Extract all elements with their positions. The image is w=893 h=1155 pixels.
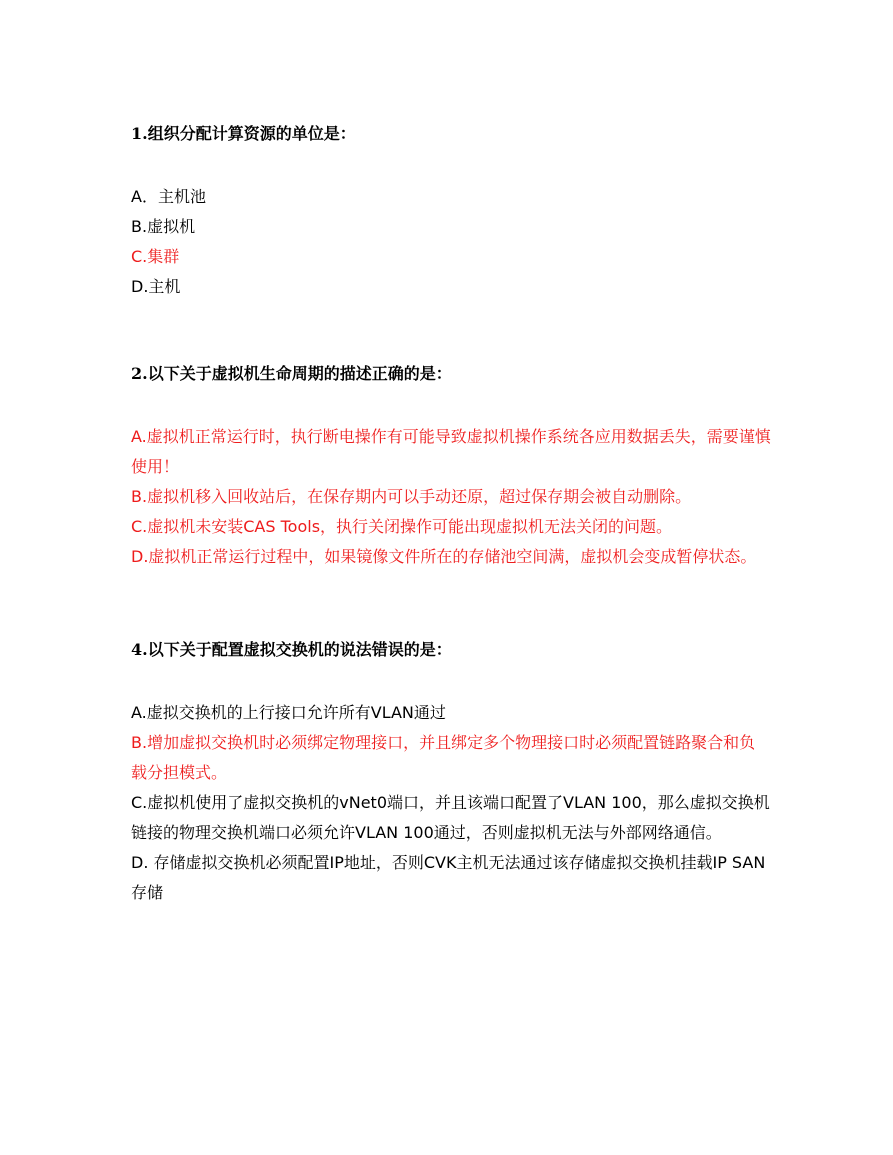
question-1: [131, 119, 771, 302]
option-d-correct: D.虚拟机正常运行过程中，如果镜像文件所在的存储池空间满，虚拟机会变成暂停状态。: [131, 547, 757, 566]
option-d: D.主机: [131, 277, 181, 296]
option-list: [131, 422, 771, 572]
option-list: [131, 698, 771, 908]
option-c: C.虚拟机使用了虚拟交换机的vNet0端口，并且该端口配置了VLAN 100，那么虚拟交换机链接的物理交换机端口必须允许VLAN 100通过，否则虚拟机无法与外部网络通信。: [131, 793, 770, 842]
option-a-correct: A.虚拟机正常运行时，执行断电操作有可能导致虚拟机操作系统各应用数据丢失，需要谨慎使用！: [131, 427, 771, 476]
option-b-correct: B.虚拟机移入回收站后，在保存期内可以手动还原，超过保存期会被自动删除。: [131, 487, 692, 506]
question-title: 2.以下关于虚拟机生命周期的描述正确的是：: [131, 364, 452, 383]
option-c-correct: C.集群: [131, 247, 180, 266]
option-b-correct: B.增加虚拟交换机时必须绑定物理接口，并且绑定多个物理接口时必须配置链路聚合和负载分担模式。: [131, 733, 756, 782]
question-4: [131, 635, 771, 908]
option-c-correct: C.虚拟机未安装CAS Tools，执行关闭操作可能出现虚拟机无法关闭的问题。: [131, 517, 673, 536]
option-b: B.虚拟机: [131, 217, 196, 236]
question-2: [131, 359, 771, 572]
option-a: A．主机池: [131, 187, 206, 206]
option-a: A.虚拟交换机的上行接口允许所有VLAN通过: [131, 703, 446, 722]
question-title: 1.组织分配计算资源的单位是：: [131, 124, 356, 143]
question-title: 4.以下关于配置虚拟交换机的说法错误的是：: [131, 640, 452, 659]
option-list: [131, 182, 771, 302]
option-d: D. 存储虚拟交换机必须配置IP地址，否则CVK主机无法通过该存储虚拟交换机挂载IP SAN存储: [131, 853, 766, 902]
